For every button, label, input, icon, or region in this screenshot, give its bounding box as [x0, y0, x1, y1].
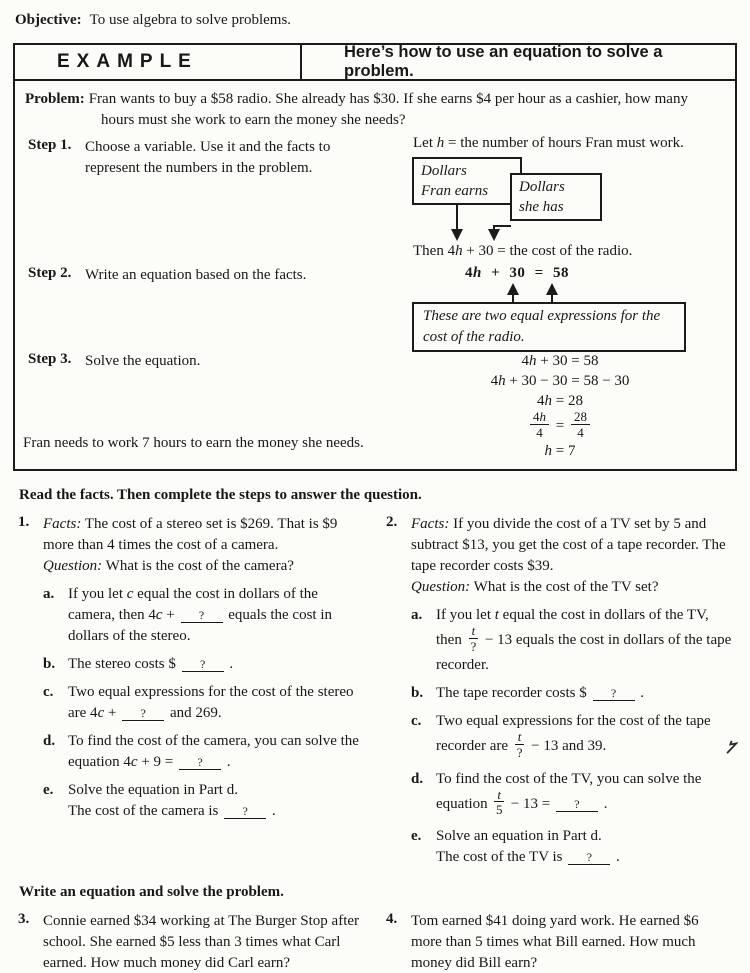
question-label: Question: — [411, 579, 471, 595]
problem-3-number: 3. — [18, 910, 30, 927]
question-label: Question: — [43, 558, 103, 574]
dollars-she-has-line1: Dollars — [519, 179, 565, 195]
solution-line-2: 4h + 30 − 30 = 58 − 30 — [490, 373, 630, 389]
solution-line-5: h = 7 — [544, 443, 576, 460]
question-text: What is the cost of the camera? — [105, 558, 294, 574]
question-text: What is the cost of the TV set? — [473, 579, 659, 595]
facts-text: The cost of a stereo set is $269. That is $9 more than 4 times the cost of a camera. — [43, 516, 338, 553]
problem-2-part-e: e. Solve an equation in Part d. The cost of the TV is ? . — [411, 827, 620, 865]
problem-1 — [18, 514, 364, 868]
step-3-text: Solve the equation. — [85, 353, 201, 369]
step-3-label: Step 3. — [28, 351, 72, 367]
step-1-label: Step 1. — [28, 137, 72, 153]
dollars-she-has-box — [510, 173, 602, 221]
problem-1-part-e: e. Solve the equation in Part d. The cost of the camera is ? . — [43, 782, 276, 819]
facts-label: Facts: — [43, 516, 82, 532]
dollars-she-has-line2: she has — [519, 199, 564, 215]
problem-4-text: Tom earned $41 doing yard work. He earned $6 more than 5 times what Bill earned. How much money did Bill earn? — [411, 912, 699, 971]
dollars-fran-earns-line2: Fran earns — [421, 183, 489, 199]
problem-1-part-b: b. The stereo costs $ ? . — [43, 656, 234, 672]
problem-3 — [18, 911, 364, 973]
facts-equation: 4h + 30 = 58 — [465, 265, 569, 281]
problem-2-question — [411, 577, 732, 598]
conclusion-text: Fran needs to work 7 hours to earn the money she needs. — [23, 435, 364, 451]
facts-label: Facts: — [411, 516, 450, 532]
solution-line-1: 4h + 30 = 58 — [521, 353, 599, 369]
problem-2-part-a: a. If you let t equal the cost in dollars of the TV, then $\frac{t}{?}$ − 13 equals the cost in dollars of the tape recorder. — [411, 607, 732, 674]
objective-label: Objective: — [15, 12, 82, 28]
solution-line-3: 4h = 28 — [537, 393, 583, 409]
let-variable-line: Let h = the number of hours Fran must work. — [413, 135, 684, 151]
read-section-heading: Read the facts. Then complete the steps to answer the question. — [19, 487, 422, 503]
objective-text: To use algebra to solve problems. — [89, 12, 292, 28]
problem-4-number: 4. — [386, 910, 398, 927]
step-2-label: Step 2. — [28, 265, 72, 281]
problem-2-facts — [411, 514, 732, 577]
problems-row-2 — [13, 911, 737, 973]
write-section-heading: Write an equation and solve the problem. — [19, 883, 284, 900]
problem-2-number: 2. — [386, 514, 398, 530]
problem-2-part-d: d. To find the cost of the TV, you can solve the equation $\frac{t}{5}$ − 13 = ? . — [411, 770, 702, 818]
problem-2 — [386, 514, 732, 868]
problem-4 — [386, 911, 732, 973]
example-title-cell — [302, 45, 735, 79]
then-equation-line: Then 4h + 30 = the cost of the radio. — [413, 243, 633, 259]
example-title: Here’s how to use an equation to solve a problem. — [344, 43, 663, 80]
facts-text: If you divide the cost of a TV set by 5 and subtract $13, you get the cost of a tape recorder. The tape recorder costs $39. — [411, 516, 726, 574]
problem-1-part-d: d. To find the cost of the camera, you can solve the equation 4c + 9 = ? . — [43, 733, 359, 770]
problem-1-part-c: c. Two equal expressions for the cost of the stereo are 4c + ? and 269. — [43, 684, 354, 721]
problem-1-part-a: a. If you let c equal the cost in dollars of the camera, then 4c + ? equals the cost in dollars of the stereo. — [43, 586, 332, 644]
example-label-cell — [15, 45, 302, 79]
problem-1-facts — [43, 514, 364, 556]
problem-2-part-c: c. Two equal expressions for the cost of the tape recorder are $\frac{t}{?}$ − 13 and 39. — [411, 713, 711, 760]
solution-steps — [435, 351, 685, 461]
example-box — [13, 43, 737, 471]
example-label: EXAMPLE — [57, 51, 198, 72]
example-work-area — [15, 135, 735, 461]
example-header — [15, 45, 735, 81]
problem-label: Problem: — [25, 91, 85, 107]
problem-3-text: Connie earned $34 working at The Burger Stop after school. She earned $5 less than 3 times what Carl earned. How much money did Carl earn? — [43, 912, 360, 971]
problem-1-question — [43, 556, 364, 577]
problem-2-part-b: b. The tape recorder costs $ ? . — [411, 685, 645, 702]
problem-1-number: 1. — [18, 514, 30, 530]
dollars-fran-earns-box — [412, 157, 522, 205]
example-problem-statement — [25, 89, 717, 131]
equal-expressions-note: These are two equal expressions for the cost of the radio. — [412, 302, 686, 352]
problems-row-1 — [13, 514, 737, 868]
step-1-text: Choose a variable. Use it and the facts to represent the numbers in the problem. — [85, 139, 331, 176]
objective-line — [15, 10, 737, 31]
step-2-text: Write an equation based on the facts. — [85, 267, 307, 283]
problem-text: Fran wants to buy a $58 radio. She already has $30. If she earns $4 per hour as a cashier, how many hours must she work to earn the money she needs? — [88, 91, 688, 128]
solution-line-4: $\frac{4h}{4}$ = $\frac{28}{4}$ — [435, 411, 685, 441]
dollars-fran-earns-line1: Dollars — [421, 163, 467, 179]
